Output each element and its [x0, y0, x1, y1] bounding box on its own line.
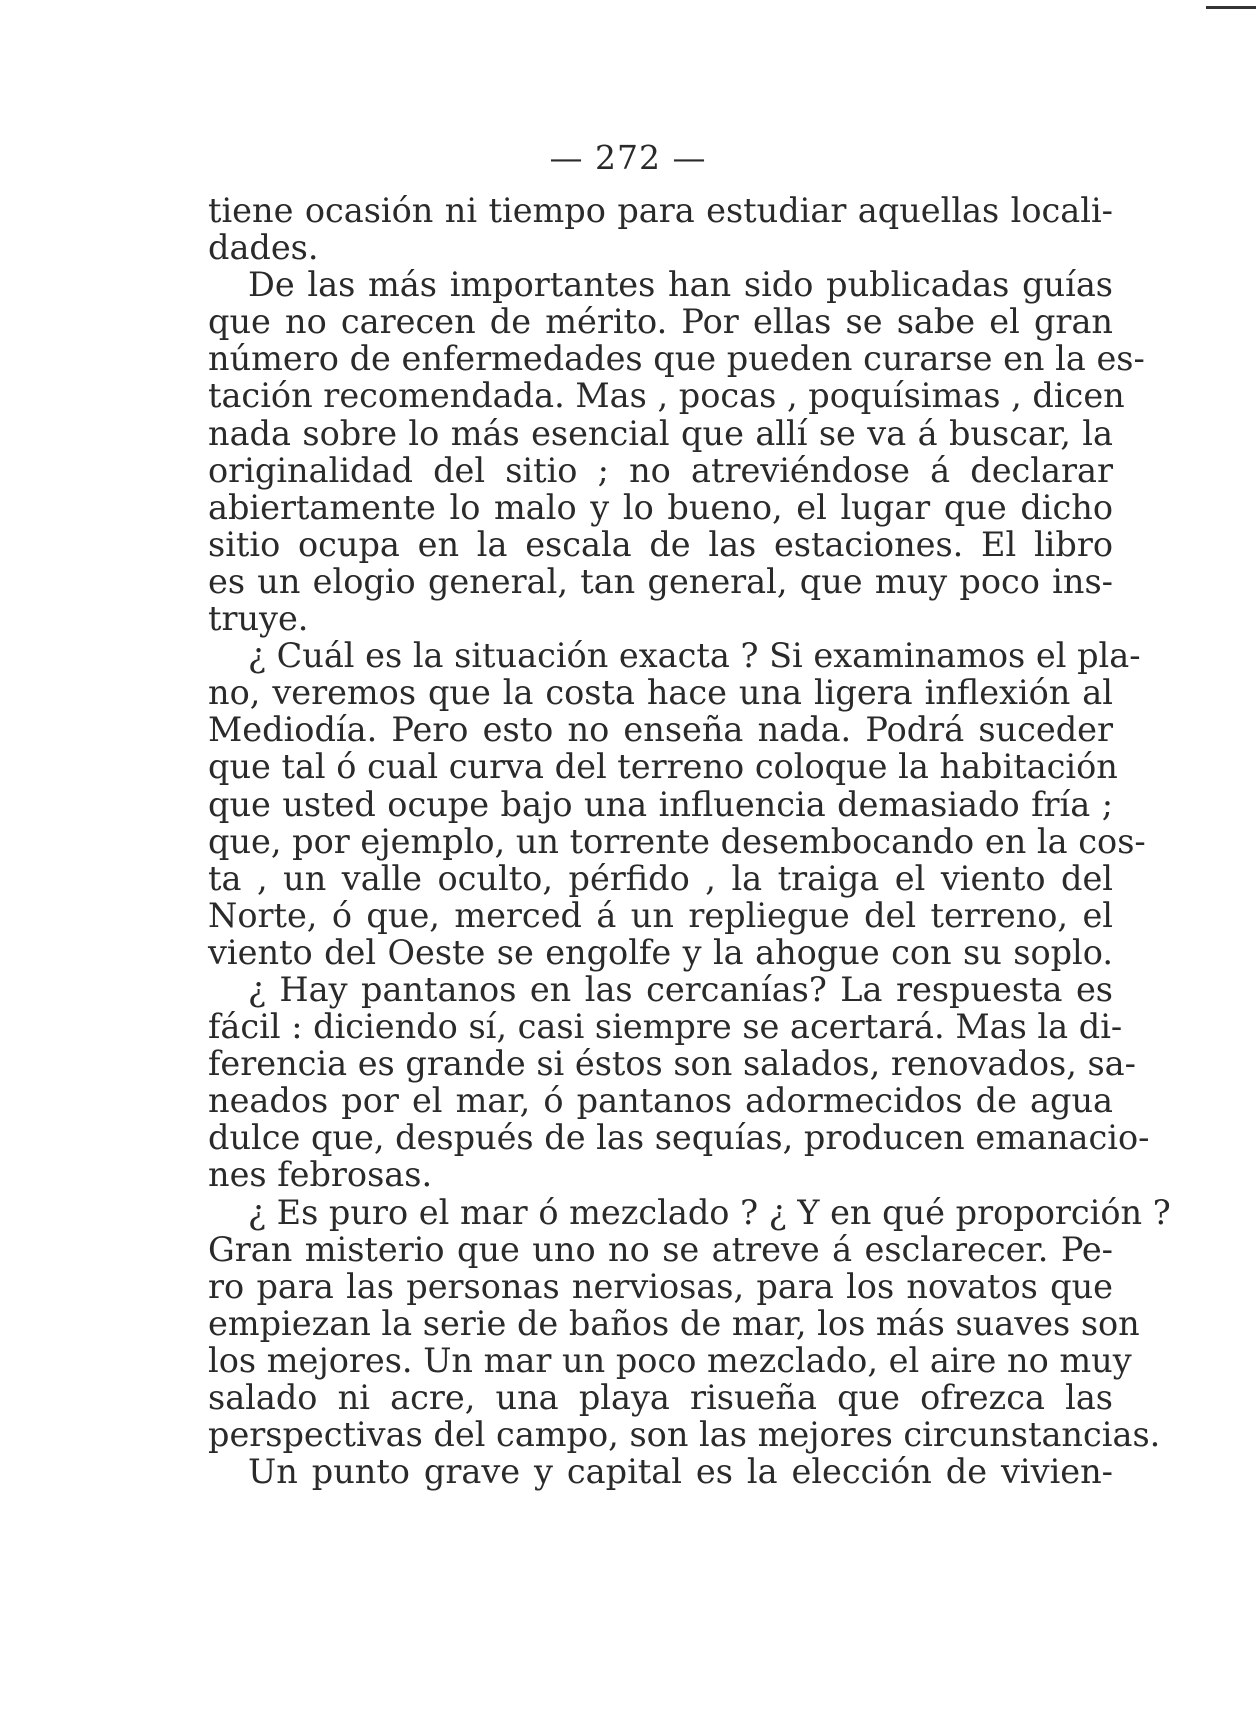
text-line: Gran misterio que uno no se atreve á esclarecer. Pe- [208, 1229, 1113, 1269]
text-line: que no carecen de mérito. Por ellas se sabe el gran [208, 302, 1113, 342]
text-line: abiertamente lo malo y lo bueno, el lugar que dicho [208, 487, 1113, 527]
text-line: De las más importantes han sido publicadas guías [248, 265, 1113, 305]
text-line: ta , un valle oculto, pérfido , la traiga el viento del [208, 858, 1113, 898]
text-line: ¿ Cuál es la situación exacta ? Si examinamos el pla- [248, 636, 1141, 676]
text-line: salado ni acre, una playa risueña que ofrezca las [208, 1378, 1113, 1417]
text-line: Mediodía. Pero esto no enseña nada. Podrá suceder [208, 710, 1113, 750]
text-line: que, por ejemplo, un torrente desembocando en la cos- [208, 821, 1146, 861]
text-line: truye. [208, 599, 309, 639]
text-line: tiene ocasión ni tiempo para estudiar aquellas locali- [208, 191, 1113, 230]
text-line: ferencia es grande si éstos son salados, renovados, sa- [208, 1044, 1136, 1084]
text-line: número de enfermedades que pueden curarse en la es- [208, 339, 1145, 379]
page-edge-mark [1206, 6, 1256, 9]
text-line: es un elogio general, tan general, que muy poco ins- [208, 561, 1113, 601]
text-line: ¿ Es puro el mar ó mezclado ? ¿ Y en qué proporción ? [248, 1192, 1171, 1232]
body-text [208, 191, 1171, 1492]
text-line: ¿ Hay pantanos en las cercanías? La respuesta es [248, 969, 1113, 1009]
text-line: Norte, ó que, merced á un repliegue del terreno, el [208, 895, 1113, 935]
text-line: Un punto grave y capital es la elección de vivien- [248, 1452, 1113, 1492]
text-line: los mejores. Un mar un poco mezclado, el aire no muy [208, 1340, 1132, 1380]
text-line: fácil : diciendo sí, casi siempre se acertará. Mas la di- [208, 1007, 1123, 1047]
text-line: que usted ocupe bajo una influencia demasiado fría ; [208, 784, 1113, 824]
text-line: nes febrosas. [208, 1155, 433, 1195]
text-line: nada sobre lo más esencial que allí se va á buscar, la [208, 413, 1113, 453]
text-line: dades. [208, 228, 319, 268]
text-line: viento del Oeste se engolfe y la ahogue con su soplo. [208, 932, 1113, 972]
text-line: dulce que, después de las sequías, producen emanacio- [208, 1118, 1150, 1158]
text-line: que tal ó cual curva del terreno coloque la habitación [208, 747, 1118, 787]
text-line: sitio ocupa en la escala de las estaciones. El libro [208, 524, 1113, 564]
text-line: tación recomendada. Mas , pocas , poquísimas , dicen [208, 376, 1125, 416]
text-line: originalidad del sitio ; no atreviéndose á declarar [208, 450, 1113, 490]
text-line: empiezan la serie de baños de mar, los más suaves son [208, 1303, 1140, 1343]
text-line: ro para las personas nerviosas, para los novatos que [208, 1266, 1113, 1306]
text-line: perspectivas del campo, son las mejores circunstancias. [208, 1415, 1161, 1455]
text-line: no, veremos que la costa hace una ligera inflexión al [208, 673, 1113, 713]
text-line: neados por el mar, ó pantanos adormecidos de agua [208, 1081, 1113, 1121]
page-number: — 272 — [549, 138, 707, 177]
